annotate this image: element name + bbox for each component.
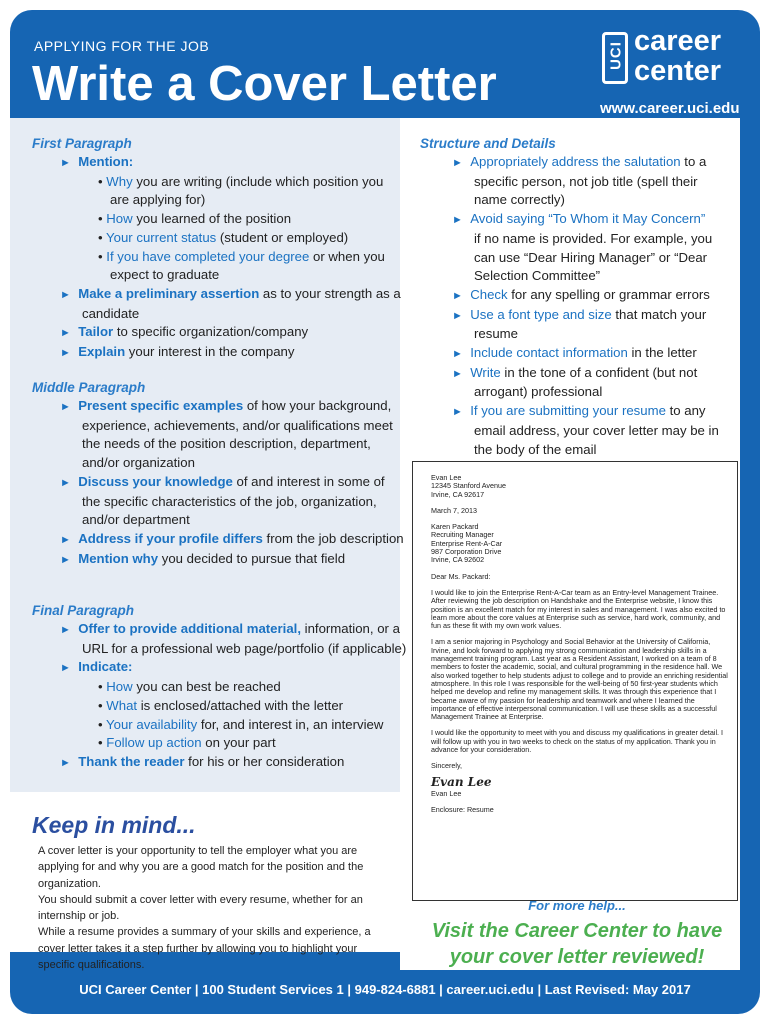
list-item: ► Make a preliminary assertion as to your strength as a candidate bbox=[60, 285, 401, 321]
list-item: ► Check for any spelling or grammar errors bbox=[452, 286, 710, 302]
logo-center-word: center bbox=[634, 55, 722, 87]
arrow-bullet-icon: ► bbox=[452, 214, 463, 227]
keep-in-mind-body bbox=[38, 843, 390, 973]
list-item: ► Use a font type and size that match your resume bbox=[452, 306, 707, 342]
letter-paragraph-3: I would like the opportunity to meet with you and discuss my qualifications in greater detail. I will follow up with you in two weeks to check on the status of my application. Thank you in advance for your consideration. bbox=[431, 728, 724, 755]
letter-enclosure: Enclosure: Resume bbox=[431, 804, 494, 814]
arrow-bullet-icon: ► bbox=[60, 756, 71, 769]
letter-closing: Sincerely, bbox=[431, 761, 463, 771]
logo-uci-mark: UCI bbox=[607, 41, 625, 70]
list-item: • Your availability for, and interest in, an interview bbox=[98, 716, 384, 732]
header bbox=[10, 10, 760, 128]
footer: UCI Career Center | 100 Student Services 1 | 949-824-6881 | career.uci.edu | Last Revised: May 2017 bbox=[79, 982, 691, 997]
eyebrow-text: APPLYING FOR THE JOB bbox=[34, 38, 210, 54]
list-item: ► Avoid saying “To Whom it May Concern” bbox=[452, 211, 706, 227]
arrow-bullet-icon: ► bbox=[60, 476, 71, 489]
structure-details-list bbox=[452, 153, 734, 459]
list-item: ► Write in the tone of a confident (but not arrogant) professional bbox=[452, 364, 698, 400]
arrow-bullet-icon: ► bbox=[60, 288, 71, 301]
list-item: ► Discuss your knowledge of and interest in some of the specific characteristics of the job, organization, and/or department bbox=[60, 473, 385, 528]
letter-paragraph-2: I am a senior majoring in Psychology and Social Behavior at the University of California, Irvine, and look forward to applying my strong communication and leadership skills in a management training program. Last year as a Resident Assistant, I worked on a team of 8 members to foster the academic, social, and cultural programming in the residence hall. We also worked together to help students adjust to college and to provide an enriching residential atmosphere. In this role I was responsible for the well-being of 50 first-year students which helped me develop and refine my management skills. It was through this experience that I became aware of my passion for leadership and teamwork and where I learned the importance of effective interpersonal communication. I will use these skills as a successful Management Trainee at Enterprise. bbox=[431, 637, 728, 722]
arrow-bullet-icon: ► bbox=[60, 624, 71, 636]
arrow-bullet-icon: ► bbox=[60, 662, 71, 675]
list-item: ► If you are submitting your resume to any email address, your cover letter may be in the body of the email bbox=[452, 403, 719, 457]
arrow-bullet-icon: ► bbox=[60, 401, 71, 413]
arrow-bullet-icon: ► bbox=[452, 348, 463, 361]
first-paragraph-list bbox=[60, 153, 405, 363]
recipient-name: Karen Packard bbox=[431, 522, 479, 532]
recipient-company: Enterprise Rent-A-Car bbox=[431, 538, 503, 548]
keep-in-mind-paragraph: A cover letter is your opportunity to tell the employer what you are applying for and why you are a good match for the position and the organization. bbox=[38, 845, 364, 890]
list-item: ► Include contact information in the letter bbox=[452, 345, 697, 361]
letter-date: March 7, 2013 bbox=[431, 505, 477, 515]
arrow-bullet-icon: ► bbox=[60, 347, 71, 360]
structure-details-title: Structure and Details bbox=[420, 136, 556, 151]
arrow-bullet-icon: ► bbox=[452, 309, 463, 322]
website-link[interactable]: www.career.uci.edu bbox=[600, 100, 740, 117]
list-item: ► Explain your interest in the company bbox=[60, 344, 295, 360]
keep-in-mind-title: Keep in mind... bbox=[32, 812, 196, 838]
list-item: ► Offer to provide additional material, information, or a URL for a professional web page/portfolio (if applicable) bbox=[60, 621, 407, 656]
list-item: ► Tailor to specific organization/company bbox=[60, 324, 309, 340]
arrow-bullet-icon: ► bbox=[452, 157, 463, 169]
letter-signature: Evan Lee bbox=[431, 774, 492, 789]
list-item: ► Indicate: bbox=[60, 659, 133, 675]
final-paragraph-list bbox=[60, 620, 408, 773]
list-item: • Your current status (student or employed) bbox=[98, 229, 349, 245]
arrow-bullet-icon: ► bbox=[452, 367, 463, 380]
list-item: • If you have completed your degree or when you expect to graduate bbox=[98, 248, 385, 283]
letter-typed-name: Evan Lee bbox=[431, 788, 462, 798]
arrow-bullet-icon: ► bbox=[60, 157, 71, 169]
keep-in-mind-paragraph: While a resume provides a summary of your skills and experience, a cover letter takes it a step further by allowing you to highlight your specific qualifications. bbox=[38, 926, 371, 972]
sample-cover-letter bbox=[412, 461, 738, 901]
list-item: • Why you are writing (include which position you are applying for) bbox=[98, 173, 384, 208]
first-paragraph-title: First Paragraph bbox=[32, 136, 132, 151]
keep-in-mind-paragraph: You should submit a cover letter with every resume, whether for an internship or job. bbox=[38, 893, 363, 923]
list-item: ► Mention why you decided to pursue that field bbox=[60, 550, 346, 566]
logo-career-word: career bbox=[634, 25, 722, 57]
list-item: ► Present specific examples of how your background, experience, achievements, and/or qualifications meet the needs of the position description, department, and/or organization bbox=[60, 398, 393, 471]
arrow-bullet-icon: ► bbox=[452, 406, 463, 419]
list-item: • How you can best be reached bbox=[98, 679, 281, 695]
final-paragraph-title: Final Paragraph bbox=[32, 603, 135, 618]
more-help-title: For more help... bbox=[528, 898, 626, 913]
letter-salutation: Dear Ms. Packard: bbox=[431, 571, 491, 581]
list-item: • What is enclosed/attached with the letter bbox=[98, 697, 344, 713]
list-item: • Follow up action on your part bbox=[98, 735, 276, 751]
letter-paragraph-1: I would like to join the Enterprise Rent-A-Car team as an Entry-level Management Trainee. After reviewing the job description on Handshake and the Enterprise website, I know this position is an excellent match for my interest in sales and management. I was also excited to learn more about the core values at Enterprise such as service, hard work, community, and fun as these fit with my own work values. bbox=[431, 587, 726, 631]
arrow-bullet-icon: ► bbox=[60, 553, 71, 566]
sender-address-2: Irvine, CA 92617 bbox=[431, 489, 485, 499]
arrow-bullet-icon: ► bbox=[60, 327, 71, 340]
list-item: ► Thank the reader for his or her consideration bbox=[60, 753, 345, 769]
middle-paragraph-list bbox=[60, 397, 405, 569]
list-item: ► Mention: bbox=[60, 154, 134, 169]
recipient-street: 987 Corporation Drive bbox=[431, 547, 502, 557]
middle-paragraph-title: Middle Paragraph bbox=[32, 380, 146, 395]
recipient-title: Recruiting Manager bbox=[431, 530, 494, 540]
sender-address-1: 12345 Stanford Avenue bbox=[431, 481, 507, 491]
arrow-bullet-icon: ► bbox=[452, 289, 463, 302]
sender-name: Evan Lee bbox=[431, 473, 462, 482]
arrow-bullet-icon: ► bbox=[60, 533, 71, 546]
list-item: ► Address if your profile differs from the job description bbox=[60, 530, 404, 546]
list-item: ► Appropriately address the salutation to a specific person, not job title (spell their name correctly) bbox=[452, 154, 707, 208]
visit-career-center-callout: Visit the Career Center to have your cover letter reviewed! bbox=[431, 920, 723, 968]
page-title: Write a Cover Letter bbox=[32, 57, 497, 111]
list-item: • How you learned of the position bbox=[98, 211, 292, 227]
list-item: if no name is provided. For example, you can use “Dear Hiring Manager” or “Dear Selection Committee” bbox=[474, 230, 713, 284]
recipient-city: Irvine, CA 92602 bbox=[431, 555, 485, 565]
uci-career-center-logo bbox=[602, 25, 742, 88]
